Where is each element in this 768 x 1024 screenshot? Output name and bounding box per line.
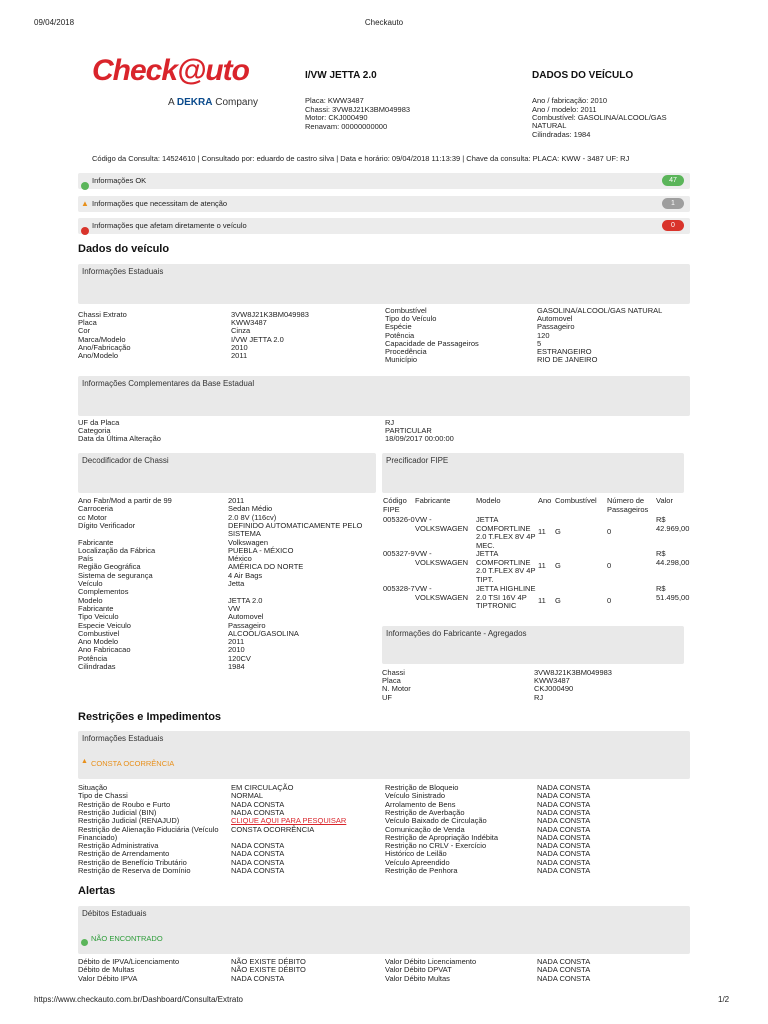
restricoes_left-value: CONSTA OCORRÊNCIA — [231, 824, 315, 834]
fabricante-value: RJ — [534, 692, 544, 702]
restricoes_right-label: Restrição de Penhora — [385, 866, 458, 875]
debitos_right-label: Valor Débito DPVAT — [385, 965, 452, 975]
decodificador-label: País — [78, 554, 94, 564]
debitos_right-label: Valor Débito Multas — [385, 973, 450, 983]
restricoes_left-label: Restrição Judicial (RENAJUD) — [78, 816, 180, 826]
restricoes_left-label: Restrição Judicial (BIN) — [78, 807, 157, 817]
box-complementares — [78, 376, 690, 416]
estaduais_left-value: 2011 — [231, 351, 248, 360]
fipe-cell: JETTA COMFORTLINE 2.0 T.FLEX 8V 4P MEC. — [476, 515, 536, 550]
restricoes_right-value: NADA CONSTA — [537, 849, 591, 859]
decodificador-value: VW — [228, 603, 241, 613]
box-complementares-title: Informações Complementares da Base Estadual — [82, 379, 255, 388]
estaduais_right-label: Tipo do Veículo — [385, 314, 437, 324]
estaduais_right-label: Potência — [385, 330, 415, 340]
decodificador-value: México — [228, 554, 252, 564]
decodificador-label: Potência — [78, 653, 108, 663]
decodificador-value: 2011 — [228, 637, 245, 647]
debitos_right-value: NADA CONSTA — [537, 973, 591, 983]
fipe-cell: R$ 51.495,00 — [656, 584, 690, 602]
fipe-cell: G — [555, 561, 561, 570]
estaduais_left-label: Placa — [78, 318, 97, 328]
box-restricoes-title: Informações Estaduais — [82, 734, 164, 743]
restricoes_left-value: NADA CONSTA — [231, 849, 285, 859]
decodificador-label: Complementos — [78, 587, 129, 597]
fipe-cell: G — [555, 596, 561, 605]
restricoes_left-value[interactable]: CLIQUE AQUI PARA PESQUISAR — [231, 816, 347, 826]
restricoes_right-value: NADA CONSTA — [537, 783, 591, 792]
debitos_left-label: Débito de IPVA/Licenciamento — [78, 957, 180, 966]
debitos_left-value: NÃO EXISTE DÉBITO — [231, 965, 306, 975]
estaduais_left-value: I/VW JETTA 2.0 — [231, 334, 284, 344]
decodificador-label: Cilindradas — [78, 662, 116, 671]
estaduais_left-label: Ano/Modelo — [78, 351, 119, 360]
restricoes_right-label: Arrolamento de Bens — [385, 799, 456, 809]
restricoes_right-label: Restrição de Averbação — [385, 807, 465, 817]
estaduais_right-value: 5 — [537, 338, 542, 348]
decodificador-value: PUEBLA - MÉXICO — [228, 545, 294, 555]
check-icon — [81, 177, 89, 195]
vehicle-chassi: Chassi: 3VW8J21K3BM049983 — [305, 105, 411, 114]
restricoes_left-value: EM CIRCULAÇÃO — [231, 783, 294, 792]
decodificador-value: Sedan Médio — [228, 504, 273, 514]
decodificador-label: Dígito Verificador — [78, 520, 136, 530]
complementares-label: Categoria — [78, 426, 111, 436]
fipe-cell: 0 — [607, 527, 612, 536]
footer-url[interactable]: https://www.checkauto.com.br/Dashboard/Consulta/Extrato — [34, 995, 243, 1004]
debitos_right-value: NADA CONSTA — [537, 957, 591, 966]
restricoes_left-value: NADA CONSTA — [231, 857, 285, 867]
fipe-cell: JETTA COMFORTLINE 2.0 T.FLEX 8V 4P TIPT. — [476, 549, 536, 584]
restricoes_left-label: Tipo de Chassi — [78, 791, 128, 801]
estaduais_right-value: GASOLINA/ALCOOL/GAS NATURAL — [537, 306, 663, 315]
fabricante-value: 3VW8J21K3BM049983 — [534, 668, 612, 677]
restricoes_right-label: Restrição de Apropriação Indébita — [385, 832, 498, 842]
decodificador-label: Localização da Fábrica — [78, 545, 156, 555]
dados-combustivel-cont: NATURAL — [532, 121, 567, 130]
dados-title: DADOS DO VEÍCULO — [532, 70, 634, 81]
decodificador-value: 4 Air Bags — [228, 570, 263, 580]
fipe-cell: 0 — [607, 596, 612, 605]
complementares-label: UF da Placa — [78, 418, 120, 427]
fipe-cell: 005327-9 — [383, 549, 415, 558]
decodificador-value: Volkswagen — [228, 537, 269, 547]
debitos_left-label: Valor Débito IPVA — [78, 973, 138, 983]
complementares-value: PARTICULAR — [385, 426, 432, 436]
debitos_left-label: Débito de Multas — [78, 965, 135, 975]
decodificador-value: Jetta — [228, 579, 245, 588]
fipe-cell: VW - VOLKSWAGEN — [415, 549, 469, 567]
estaduais_right-value: ESTRANGEIRO — [537, 347, 592, 356]
fipe-header: Modelo — [476, 496, 501, 505]
debitos_right-value: NADA CONSTA — [537, 965, 591, 975]
decodificador-value: 1984 — [228, 662, 245, 671]
restricoes_right-label: Veículo Sinistrado — [385, 791, 446, 801]
decodificador-label: Veículo — [78, 579, 103, 588]
fipe-cell: 11 — [538, 561, 546, 570]
fabricante-label: N. Motor — [382, 684, 411, 694]
decodificador-value: Automovel — [228, 612, 264, 622]
fabricante-value: CKJ000490 — [534, 684, 574, 694]
box-restricoes-estaduais — [78, 731, 690, 779]
fipe-cell: 11 — [538, 596, 546, 605]
nao-encontrado: NÃO ENCONTRADO — [91, 934, 163, 943]
decodificador-label: Ano Fabr/Mod a partir de 99 — [78, 496, 172, 505]
footer-page: 1/2 — [718, 995, 730, 1004]
decodificador-label: Ano Modelo — [78, 637, 119, 647]
dados-cilindradas: Cilindradas: 1984 — [532, 130, 591, 139]
debitos_right-label: Valor Débito Licenciamento — [385, 957, 477, 966]
dados-combustivel: Combustível: GASOLINA/ALCOOL/GAS — [532, 113, 667, 122]
decodificador-value: 2011 — [228, 496, 245, 505]
complementares-value: 18/09/2017 00:00:00 — [385, 434, 454, 444]
restricoes_left-value: NADA CONSTA — [231, 866, 285, 875]
fipe-header: Fabricante — [415, 496, 451, 505]
restricoes_right-label: Veículo Baixado de Circulação — [385, 816, 487, 826]
dados-ano-mod: Ano / modelo: 2011 — [532, 105, 597, 114]
decodificador-label: Combustivel — [78, 628, 120, 638]
fipe-cell: 005326-0 — [383, 515, 415, 524]
fipe-cell: R$ 44.298,00 — [656, 549, 690, 567]
restricoes_right-value: NADA CONSTA — [537, 816, 591, 826]
estaduais_left-value: KWW3487 — [231, 318, 267, 328]
dados-ano-fab: Ano / fabricação: 2010 — [532, 96, 608, 105]
fipe-cell: VW - VOLKSWAGEN — [415, 515, 469, 533]
restricoes_right-label: Histórico de Leilão — [385, 849, 447, 859]
restricoes_left-value: NADA CONSTA — [231, 841, 285, 851]
estaduais_right-label: Procedência — [385, 347, 427, 356]
status-attention-count: 1 — [662, 198, 684, 209]
box-fabricante-title: Informações do Fabricante - Agregados — [386, 629, 527, 638]
status-ok[interactable] — [78, 173, 690, 189]
section-restricoes: Restrições e Impedimentos — [78, 711, 222, 723]
warning-icon: ▲ — [81, 758, 88, 765]
status-attention-label: Informações que necessitam de atenção — [92, 199, 228, 208]
decodificador-value: Passageiro — [228, 620, 266, 630]
fipe-header: Número de Passageiros — [607, 496, 649, 514]
restricoes_right-value: NADA CONSTA — [537, 832, 591, 842]
status-affect-label: Informações que afetam diretamente o veículo — [92, 221, 247, 230]
estaduais_left-label: Ano/Fabricação — [78, 342, 131, 352]
fipe-cell: 005328-7 — [383, 584, 415, 593]
restricoes_left-label: Restrição de Reserva de Domínio — [78, 866, 191, 875]
restricoes_right-label: Veículo Apreendido — [385, 857, 450, 867]
status-ok-count: 47 — [662, 175, 684, 186]
decodificador-label: Fabricante — [78, 537, 114, 547]
fabricante-label: Chassi — [382, 668, 405, 677]
restricoes_right-value: NADA CONSTA — [537, 841, 591, 851]
fipe-cell: JETTA HIGHLINE 2.0 TSI 16V 4P TIPTRONIC — [476, 584, 536, 610]
fabricante-label: UF — [382, 692, 392, 702]
status-affect-count: 0 — [662, 220, 684, 231]
error-icon — [81, 222, 89, 240]
box-debitos — [78, 906, 690, 954]
vehicle-renavam: Renavam: 00000000000 — [305, 122, 388, 131]
box-info-estaduais — [78, 264, 690, 304]
estaduais_left-value: Cinza — [231, 326, 251, 336]
decodificador-label: Região Geográfica — [78, 562, 141, 572]
fipe-header: Valor — [656, 496, 673, 505]
box-precificador — [382, 453, 684, 493]
restricoes_left-value: NORMAL — [231, 791, 264, 801]
decodificador-value: DEFINIDO AUTOMATICAMENTE PELO SISTEMA — [228, 520, 363, 539]
fabricante-label: Placa — [382, 676, 401, 686]
fipe-header: Combustível — [555, 496, 597, 505]
restricoes_right-value: NADA CONSTA — [537, 857, 591, 867]
decodificador-label: Fabricante — [78, 603, 114, 613]
dekra-tagline: A DEKRA Company — [168, 97, 259, 108]
box-precificador-title: Precificador FIPE — [386, 456, 449, 465]
box-debitos-title: Débitos Estaduais — [82, 909, 147, 918]
restricoes_right-value: NADA CONSTA — [537, 824, 591, 834]
decodificador-value: 2010 — [228, 645, 245, 655]
restricoes_left-value: NADA CONSTA — [231, 799, 285, 809]
restricoes_left-label: Restrição de Alienação Fiduciária (Veículo Financiado) — [78, 824, 219, 842]
restricoes_right-label: Restrição de Bloqueio — [385, 783, 459, 792]
restricoes_left-label: Restrição de Benefício Tributário — [78, 857, 187, 867]
decodificador-label: Modelo — [78, 595, 103, 605]
fipe-cell: VW - VOLKSWAGEN — [415, 584, 469, 602]
estaduais_right-label: Município — [385, 355, 418, 365]
decodificador-label: Sistema de segurança — [78, 570, 153, 580]
vehicle-motor: Motor: CKJ000490 — [305, 113, 368, 122]
estaduais_right-value: 120 — [537, 330, 550, 340]
estaduais_right-label: Combustível — [385, 306, 427, 315]
fipe-header: Código FIPE — [383, 496, 407, 514]
restricoes_right-value: NADA CONSTA — [537, 866, 591, 875]
debitos_left-value: NÃO EXISTE DÉBITO — [231, 957, 306, 966]
restricoes_left-label: Situação — [78, 783, 108, 792]
box-info-estaduais-title: Informações Estaduais — [82, 267, 164, 276]
decodificador-label: cc Motor — [78, 512, 107, 522]
decodificador-value: AMÉRICA DO NORTE — [228, 562, 304, 572]
consulta-line: Código da Consulta: 14524610 | Consultado por: eduardo de castro silva | Data e horário: 09/04/2018 11:13:39 | Chave da consulta: PLACA: KWW - 3487 UF: RJ — [92, 154, 630, 163]
estaduais_right-value: RIO DE JANEIRO — [537, 355, 598, 365]
fabricante-value: KWW3487 — [534, 676, 570, 686]
status-ok-label: Informações OK — [92, 176, 147, 185]
decodificador-value: JETTA 2.0 — [228, 595, 263, 605]
estaduais_left-label: Marca/Modelo — [78, 334, 126, 344]
restricoes_right-value: NADA CONSTA — [537, 799, 591, 809]
decodificador-label: Especie Veiculo — [78, 620, 131, 630]
constam-ocorrencia: CONSTA OCORRÊNCIA — [91, 759, 175, 768]
estaduais_left-label: Chassi Extrato — [78, 310, 127, 319]
estaduais_right-label: Espécie — [385, 322, 412, 332]
estaduais_left-value: 2010 — [231, 342, 248, 352]
restricoes_right-label: Restrição no CRLV - Exercício — [385, 841, 487, 851]
decodificador-value: 2.0 8V (116cv) — [228, 512, 277, 522]
restricoes_right-label: Comunicação de Venda — [385, 824, 465, 834]
fipe-cell: 0 — [607, 561, 612, 570]
complementares-value: RJ — [385, 418, 395, 427]
decodificador-label: Tipo Veiculo — [78, 612, 119, 622]
fipe-cell: 11 — [538, 527, 546, 536]
decodificador-value: ALCOOL/GASOLINA — [228, 628, 299, 638]
vehicle-placa: Placa: KWW3487 — [305, 96, 364, 105]
restricoes_right-value: NADA CONSTA — [537, 807, 591, 817]
estaduais_right-label: Capacidade de Passageiros — [385, 338, 479, 348]
decodificador-label: Carroceria — [78, 504, 114, 514]
restricoes_left-label: Restrição Administrativa — [78, 841, 159, 851]
restricoes_left-value: NADA CONSTA — [231, 807, 285, 817]
estaduais_left-label: Cor — [78, 326, 91, 336]
estaduais_right-value: Automovel — [537, 314, 573, 324]
box-decodificador — [78, 453, 376, 493]
restricoes_left-label: Restrição de Roubo e Furto — [78, 799, 171, 809]
estaduais_right-value: Passageiro — [537, 322, 575, 332]
check-icon — [81, 934, 88, 952]
restricoes_right-value: NADA CONSTA — [537, 791, 591, 801]
fipe-cell: R$ 42.969,00 — [656, 515, 690, 533]
debitos_left-value: NADA CONSTA — [231, 973, 285, 983]
status-attention[interactable] — [78, 196, 690, 212]
checkauto-logo: Check@uto — [92, 54, 249, 87]
section-alertas: Alertas — [78, 885, 116, 897]
fipe-cell: G — [555, 527, 561, 536]
vehicle-title: I/VW JETTA 2.0 — [305, 70, 377, 81]
section-dados-veiculo: Dados do veículo — [78, 243, 170, 255]
print-date: 09/04/2018 — [34, 18, 75, 27]
box-fabricante — [382, 626, 684, 664]
restricoes_left-label: Restrição de Arrendamento — [78, 849, 170, 859]
status-affect[interactable] — [78, 218, 690, 234]
estaduais_left-value: 3VW8J21K3BM049983 — [231, 310, 309, 319]
warning-icon: ▲ — [81, 199, 89, 208]
print-title: Checkauto — [364, 18, 404, 27]
decodificador-label: Ano Fabricacao — [78, 645, 131, 655]
box-decodificador-title: Decodificador de Chassi — [82, 456, 169, 465]
decodificador-value: 120CV — [228, 653, 251, 663]
complementares-label: Data da Última Alteração — [78, 434, 161, 444]
fipe-header: Ano — [538, 496, 552, 505]
